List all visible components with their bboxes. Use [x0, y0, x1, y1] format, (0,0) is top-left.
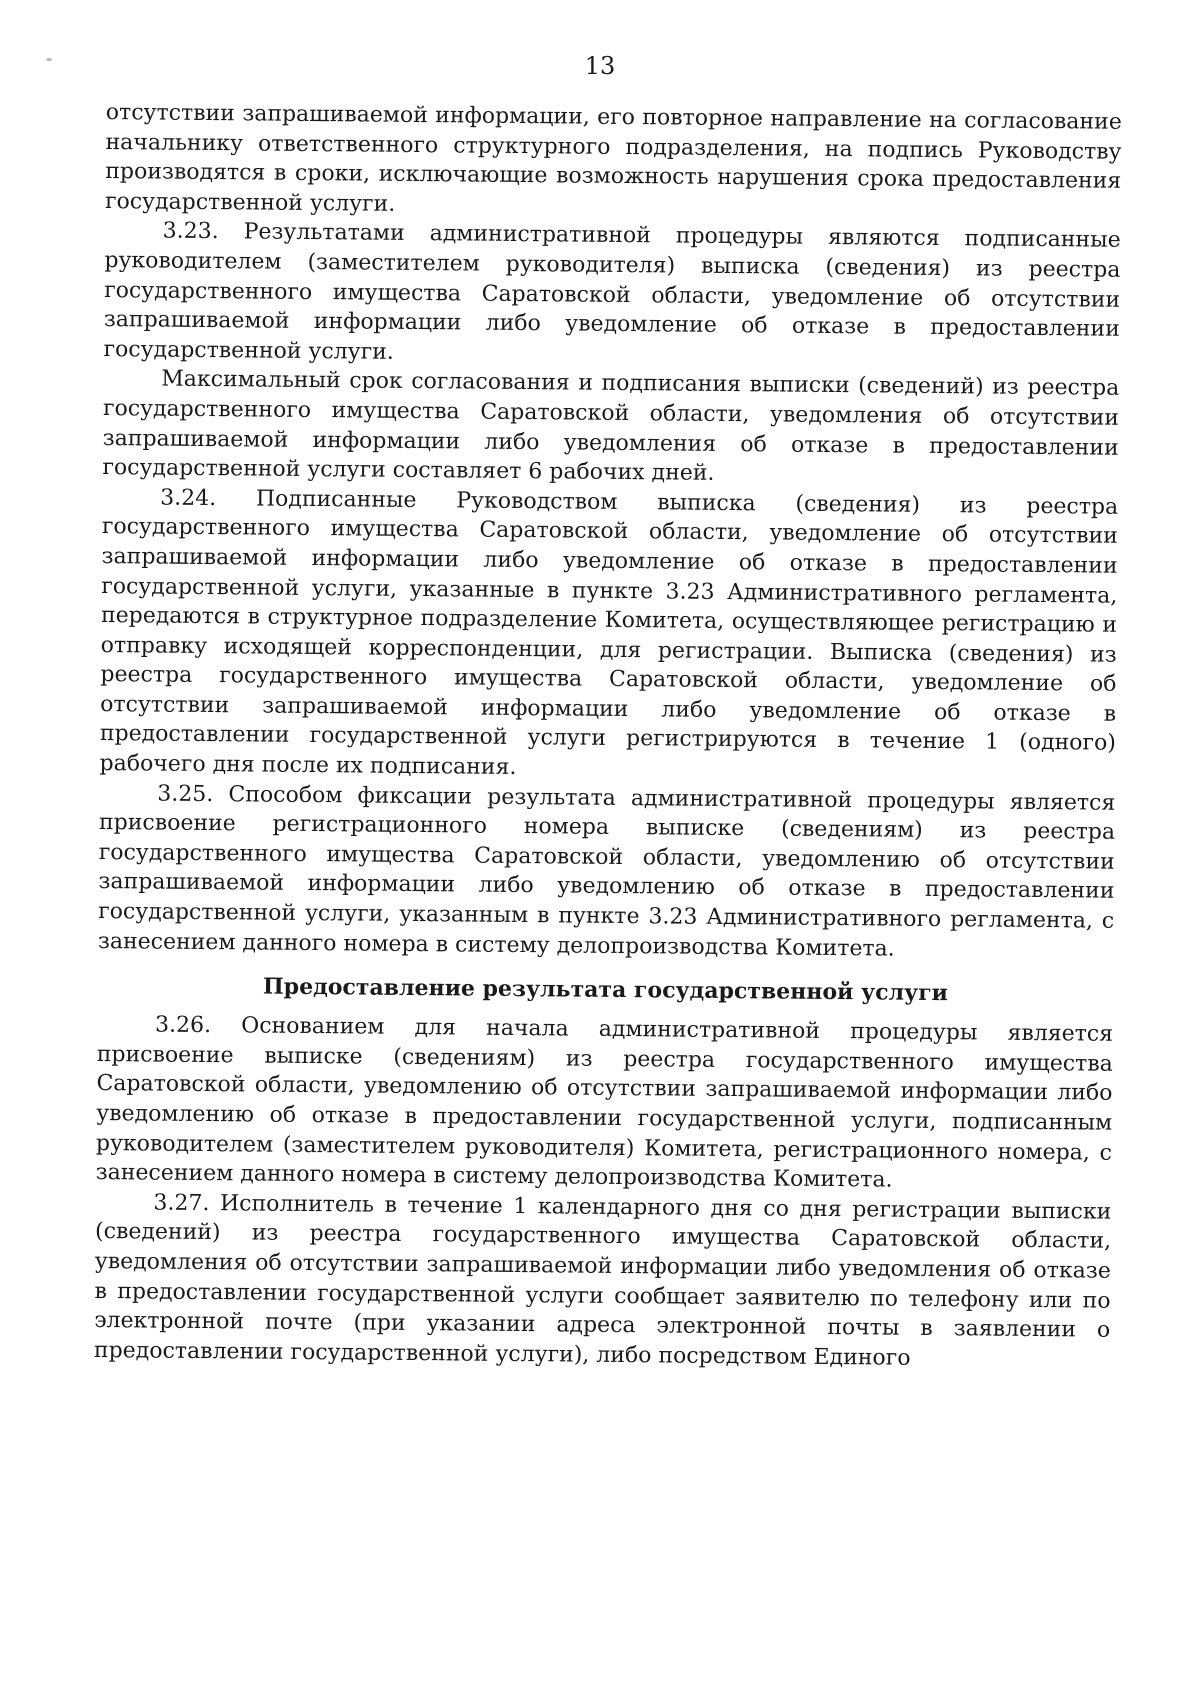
paragraph-continuation: отсутствии запрашиваемой информации, его повторное направление на согласование начальнику ответственного структурного подразделения, на подпись Руководству производятся в сроки, исключающие возможность нарушения срока предоставления государственной услуги. — [104, 99, 1122, 217]
paragraph-max-term: Максимальный срок согласования и подписания выписки (сведений) из реестра государственного имущества Саратовской области, уведомления об отсутствии запрашиваемой информации либо уведомления об отказе в предоставлении государственной услуги составляет 6 рабочих дней. — [102, 366, 1120, 486]
paragraph-3-26: 3.26. Основанием для начала административной процедуры является присвоение выписке (сведениям) из реестра государственного имущества Саратовской области, уведомлению об отсутствии запрашиваемой информации либо уведомлению об отказе в предоставлении государственной услуги, подписанным руководителем (заместителем руководителя) Комитета, регистрационного номера, с занесением данного номера в систему делопроизводства Комитета. — [95, 1012, 1114, 1193]
paragraph-3-23: 3.23. Результатами административной процедуры являются подписанные руководителем (заместителем руководителя) выписка (сведения) из реестра государственного имущества Саратовской области, уведомление об отсутствии запрашиваемой информации либо уведомление об отказе в предоставлении государственной услуги. — [103, 218, 1121, 365]
paragraph-3-25: 3.25. Способом фиксации результата административной процедуры является присвоение регистрационного номера выписке (сведениям) из реестра государственного имущества Саратовской области, уведомлению об отсутствии запрашиваемой информации либо уведомлению об отказе в предоставлении государственной услуги, указанным в пункте 3.23 Административного регламента, с занесением данного номера в систему делопроизводства Комитета. — [97, 781, 1116, 962]
page-number: 13 — [584, 52, 616, 80]
document-body — [94, 98, 1122, 1375]
section-heading: Предоставление результата государственной услуги — [262, 973, 949, 1007]
paragraph-3-27: 3.27. Исполнитель в течение 1 календарного дня со дня регистрации выписки (сведений) из реестра государственного имущества Саратовской области, уведомления об отсутствии запрашиваемой информации либо уведомления об отказе в предоставлении государственной услуги сообщает заявителю по телефону или по электронной почте (при указании адреса электронной почты в заявлении о предоставлении государственной услуги), либо посредством Единого — [93, 1190, 1112, 1371]
paragraph-3-24: 3.24. Подписанные Руководством выписка (сведения) из реестра государственного имущества Саратовской области, уведомление об отсутствии запрашиваемой информации либо уведомление об отказе в предоставлении государственной услуги, указанные в пункте 3.23 Административного регламента, передаются в структурное подразделение Комитета, осуществляющее регистрацию и отправку исходящей корреспонденции, для регистрации. Выписка (сведения) из реестра государственного имущества Саратовской области, уведомление об отсутствии запрашиваемой информации либо уведомление об отказе в предоставлении государственной услуги регистрируются в течение 1 (одного) рабочего дня после их подписания. — [99, 485, 1119, 781]
